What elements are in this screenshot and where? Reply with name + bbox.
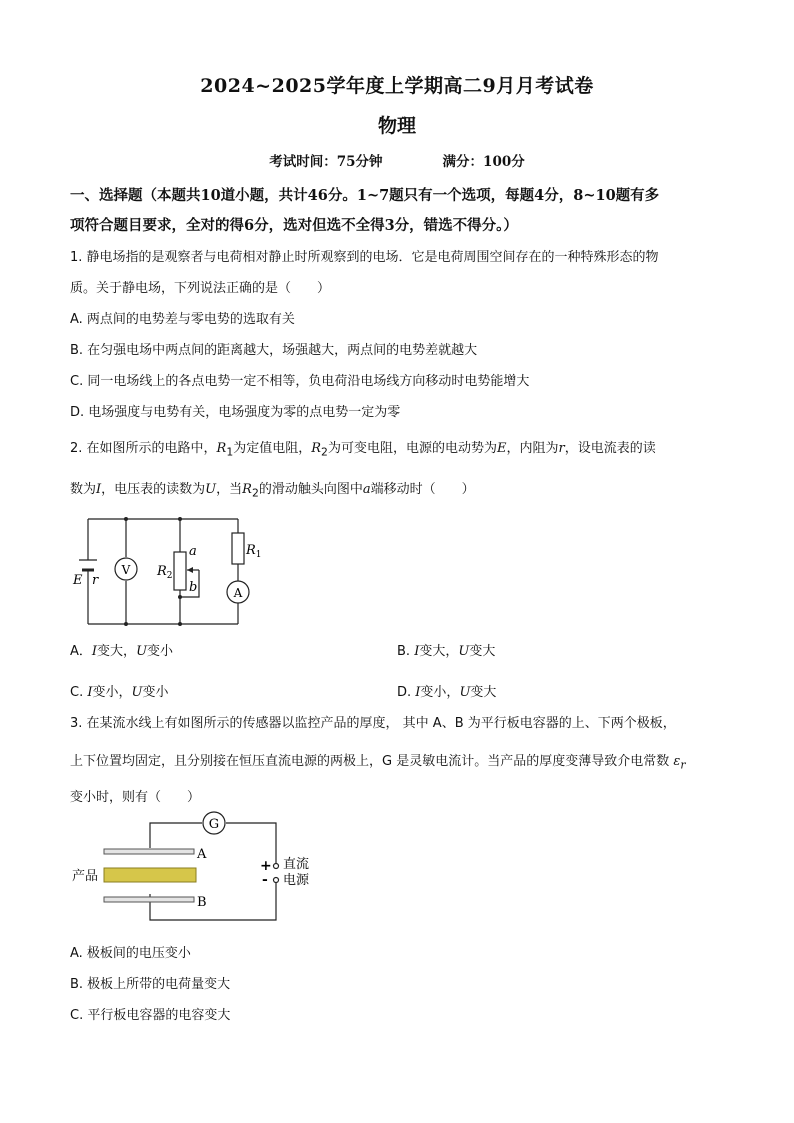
q3-option-b: B. 极板上所带的电荷量变大 — [70, 977, 231, 992]
q2-option-a: A．I变大，U变小 — [70, 644, 174, 659]
exam-title: 2024~2025学年度上学期高二9月月考试卷 — [200, 75, 594, 97]
r1-resistor — [232, 533, 244, 564]
q2-stem-line2: 数为I，电压表的读数为U，当$R_2$的滑动触头向图中a端移动时（ ） — [70, 482, 475, 500]
exam-subject: 物理 — [377, 115, 416, 137]
plate-a — [104, 849, 194, 854]
q1-stem-line2: 质。关于静电场，下列说法正确的是（ ） — [70, 281, 331, 296]
product-label: 产品 — [72, 869, 99, 884]
junction-dot — [124, 517, 128, 521]
q2-stem-line1: 2. 在如图所示的电路中，$R_1$为定值电阻，$R_2$为可变电阻，电源的电动势为E，内阻为r，设电流表的读 — [70, 441, 656, 459]
r2-slider-arrow — [187, 567, 193, 573]
terminal-a-label: a — [189, 544, 197, 559]
dc-label-line1: 直流 — [283, 857, 310, 872]
section-heading-line1: 一、选择题（本题共10道小题，共计46分。1~7题只有一个选项，每题4分，8~10题有多 — [70, 187, 660, 204]
q2-option-b: B. I变大，U变大 — [397, 644, 496, 659]
q1-option-c: C. 同一电场线上的各点电势一定不相等，负电荷沿电场线方向移动时电势能增大 — [70, 374, 530, 389]
q3-sensor-diagram — [66, 810, 326, 930]
q1-option-a: A. 两点间的电势差与零电势的选取有关 — [70, 312, 295, 327]
exam-meta — [0, 150, 794, 170]
plus-sign: + — [260, 858, 272, 874]
q1-option-b: B. 在匀强电场中两点间的距离越大，场强越大，两点间的电势差就越大 — [70, 343, 478, 358]
junction-dot — [178, 622, 182, 626]
q3-stem-line3: 变小时，则有（ ） — [70, 790, 201, 805]
q1-option-d: D. 电场强度与电势有关，电场强度为零的点电势一定为零 — [70, 405, 401, 420]
voltmeter-label: V — [121, 563, 131, 577]
junction-dot — [178, 517, 182, 521]
plate-a-label: A — [197, 847, 207, 862]
r2-label: $R_2$ — [157, 564, 173, 581]
r1-label: $R_1$ — [246, 543, 262, 560]
q3-stem-line1: 3. 在某流水线上有如图所示的传感器以监控产品的厚度， 其中 A、B 为平行板电容器的上、下两个极板， — [70, 716, 676, 731]
junction-dot — [178, 595, 182, 599]
r2-resistor — [174, 552, 186, 590]
exam-time: 考试时间：75分钟 — [269, 154, 383, 170]
galvanometer-label: G — [208, 817, 220, 832]
q1-stem-line1: 1. 静电场指的是观察者与电荷相对静止时所观察到的电场．它是电荷周围空间存在的一种特殊形态的物 — [70, 250, 659, 265]
dc-label-line2: 电源 — [283, 873, 310, 888]
q3-option-c: C. 平行板电容器的电容变大 — [70, 1008, 231, 1023]
q2-option-d: D. I变小，U变大 — [397, 685, 497, 700]
exam-score: 满分：100分 — [442, 154, 525, 170]
minus-sign: - — [262, 872, 268, 888]
q2-circuit-diagram — [66, 508, 276, 628]
minus-terminal — [274, 878, 279, 883]
ammeter-label: A — [233, 586, 243, 600]
product-slab — [104, 868, 196, 882]
junction-dot — [124, 622, 128, 626]
q3-option-a: A. 极板间的电压变小 — [70, 946, 191, 961]
plate-b — [104, 897, 194, 902]
q3-stem-line2: 上下位置均固定，且分别接在恒压直流电源的两极上，G 是灵敏电流计。当产品的厚度变薄导致介电常数 $\varepsilon_r$ — [70, 754, 686, 772]
q2-option-c: C. I变小，U变小 — [70, 685, 169, 700]
section-heading-line2: 项符合题目要求，全对的得6分，选对但选不全得3分，错选不得分。） — [70, 217, 518, 234]
terminal-b-label: b — [189, 580, 198, 595]
battery-e-label: E — [73, 573, 83, 588]
plus-terminal — [274, 864, 279, 869]
plate-b-label: B — [197, 895, 207, 910]
battery-r-label: r — [92, 573, 99, 588]
